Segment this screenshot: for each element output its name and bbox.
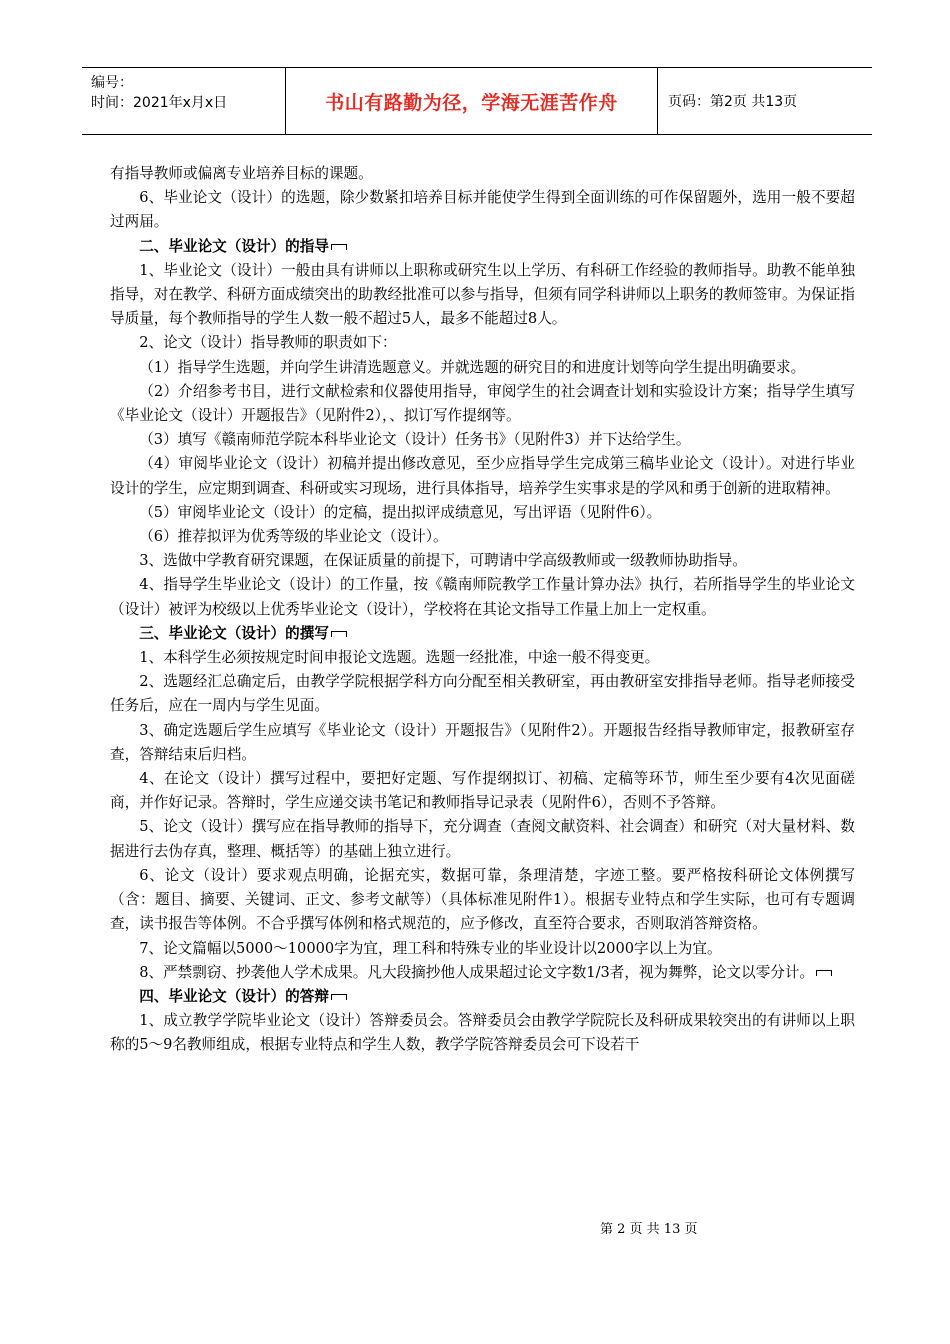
paragraph-mark-icon xyxy=(331,244,347,250)
document-number-label: 编号： xyxy=(91,75,133,91)
page-header xyxy=(82,67,872,135)
paragraph-text: 二、毕业论文（设计）的指导 xyxy=(139,237,329,255)
paragraph-text: 3、选做中学教育研究课题，在保证质量的前提下，可聘请中学高级教师或一级教师协助指导。 xyxy=(139,552,747,570)
section-heading xyxy=(110,235,855,259)
document-time: 时间：2021年x月x日 xyxy=(91,95,228,111)
header-meta xyxy=(82,68,286,134)
paragraph xyxy=(110,331,855,355)
paragraph-text: 有指导教师或偏离专业培养目标的课题。 xyxy=(110,165,373,182)
paragraph-text: 四、毕业论文（设计）的答辩 xyxy=(139,987,329,1005)
paragraph xyxy=(110,549,855,573)
paragraph-text: （2）介绍参考书目，进行文献检索和仪器使用指导，审阅学生的社会调查计划和实验设计方案；指导学生填写《毕业论文（设计）开题报告》（见附件2），、拟订写作提纲等。 xyxy=(110,382,855,425)
paragraph-text: 6、毕业论文（设计）的选题，除少数紧扣培养目标并能使学生得到全面训练的可作保留题外，选用一般不要超过两届。 xyxy=(110,189,855,231)
paragraph xyxy=(110,719,855,767)
document-body xyxy=(110,162,855,1058)
page-footer: 第 2 页 共 13 页 xyxy=(600,1222,698,1237)
paragraph xyxy=(110,573,855,621)
paragraph xyxy=(110,186,855,234)
paragraph-text: 3、确定选题后学生应填写《毕业论文（设计）开题报告》（见附件2）。开题报告经指导教师审定，报教研室存查，答辩结束后归档。 xyxy=(110,721,855,763)
section-heading xyxy=(110,985,855,1009)
paragraph xyxy=(110,1009,855,1057)
paragraph-text: 7、论文篇幅以5000～10000字为宜，理工科和特殊专业的毕业设计以2000字以上为宜。 xyxy=(139,939,722,957)
paragraph-text: 4、在论文（设计）撰写过程中，要把好定题、写作提纲拟订、初稿、定稿等环节，师生至少要有4次见面磋商，并作好记录。答辩时，学生应递交读书笔记和教师指导记录表（见附件6），否则不予答辩。 xyxy=(110,770,855,812)
paragraph xyxy=(110,259,855,332)
paragraph-text: （4）审阅毕业论文（设计）初稿并提出修改意见，至少应指导学生完成第三稿毕业论文（设计）。对进行毕业设计的学生，应定期到调查、科研或实习现场，进行具体指导，培养学生实事求是的学风和勇于创新的进取精神。 xyxy=(110,455,855,497)
paragraph xyxy=(110,380,855,428)
paragraph xyxy=(110,961,855,985)
paragraph-text: （1）指导学生选题，并向学生讲清选题意义。并就选题的研究目的和进度计划等向学生提出明确要求。 xyxy=(139,358,806,376)
paragraph xyxy=(110,767,855,815)
paragraph-text: 2、论文（设计）指导教师的职责如下： xyxy=(139,334,397,352)
paragraph-text: （6）推荐拟评为优秀等级的毕业论文（设计）。 xyxy=(139,528,448,546)
paragraph-text: （3）填写《赣南师范学院本科毕业论文（设计）任务书》（见附件3）并下达给学生。 xyxy=(139,431,691,449)
paragraph-text: 8、严禁剽窃、抄袭他人学术成果。凡大段摘抄他人成果超过论文字数1/3者，视为舞弊，论文以零分计。 xyxy=(139,963,815,981)
paragraph-text: 1、毕业论文（设计）一般由具有讲师以上职称或研究生以上学历、有科研工作经验的教师指导。助教不能单独指导，对在教学、科研方面成绩突出的助教经批准可以参与指导，但须有同学科讲师以上职务的教师签审。为保证指导质量，每个教师指导的学生人数一般不超过5人，最多不能超过8人。 xyxy=(110,261,855,328)
paragraph-text: 2、选题经汇总确定后，由教学学院根据学科方向分配至相关教研室，再由教研室安排指导老师。指导老师接受任务后，应在一周内与学生见面。 xyxy=(110,673,855,715)
paragraph xyxy=(110,815,855,863)
section-heading xyxy=(110,622,855,646)
paragraph xyxy=(110,937,855,961)
paragraph xyxy=(110,864,855,937)
paragraph xyxy=(110,646,855,670)
paragraph xyxy=(110,356,855,380)
paragraph xyxy=(110,428,855,452)
paragraph-text: 三、毕业论文（设计）的撰写 xyxy=(139,624,329,642)
header-motto: 书山有路勤为径，学海无涯苦作舟 xyxy=(286,68,658,134)
paragraph xyxy=(110,525,855,549)
paragraph xyxy=(110,162,855,186)
paragraph-mark-icon xyxy=(331,994,347,1000)
paragraph-text: （5）审阅毕业论文（设计）的定稿，提出拟评成绩意见，写出评语（见附件6）。 xyxy=(139,503,662,521)
paragraph-text: 6、论文（设计）要求观点明确，论据充实，数据可靠，条理清楚，字迹工整。要严格按科研论文体例撰写（含：题目、摘要、关键词、正文、参考文献等）（具体标准见附件1）。根据专业特点和学生实际，也可有专题调查，读书报告等体例。不合乎撰写体例和格式规范的，应予修改，直至符合要求，否则取消答辩资格。 xyxy=(110,866,855,933)
paragraph-text: 1、本科学生必须按规定时间申报论文选题。选题一经批准，中途一般不得变更。 xyxy=(139,649,660,667)
header-page-info: 页码：第2页 共13页 xyxy=(668,94,798,110)
paragraph-mark-icon xyxy=(816,970,832,976)
paragraph xyxy=(110,670,855,718)
paragraph-text: 4、指导学生毕业论文（设计）的工作量，按《赣南师院教学工作量计算办法》执行，若所指导学生的毕业论文（设计）被评为校级以上优秀毕业论文（设计），学校将在其论文指导工作量上加上一定权重。 xyxy=(110,576,855,618)
paragraph-text: 1、成立教学学院毕业论文（设计）答辩委员会。答辩委员会由教学学院院长及科研成果较突出的有讲师以上职称的5～9名教师组成，根据专业特点和学生人数，教学学院答辩委员会可下设若干 xyxy=(110,1012,855,1054)
paragraph xyxy=(110,501,855,525)
paragraph-text: 5、论文（设计）撰写应在指导教师的指导下，充分调查（查阅文献资料、社会调查）和研究（对大量材料、数据进行去伪存真，整理、概括等）的基础上独立进行。 xyxy=(110,818,855,860)
paragraph-mark-icon xyxy=(331,631,347,637)
paragraph xyxy=(110,452,855,500)
